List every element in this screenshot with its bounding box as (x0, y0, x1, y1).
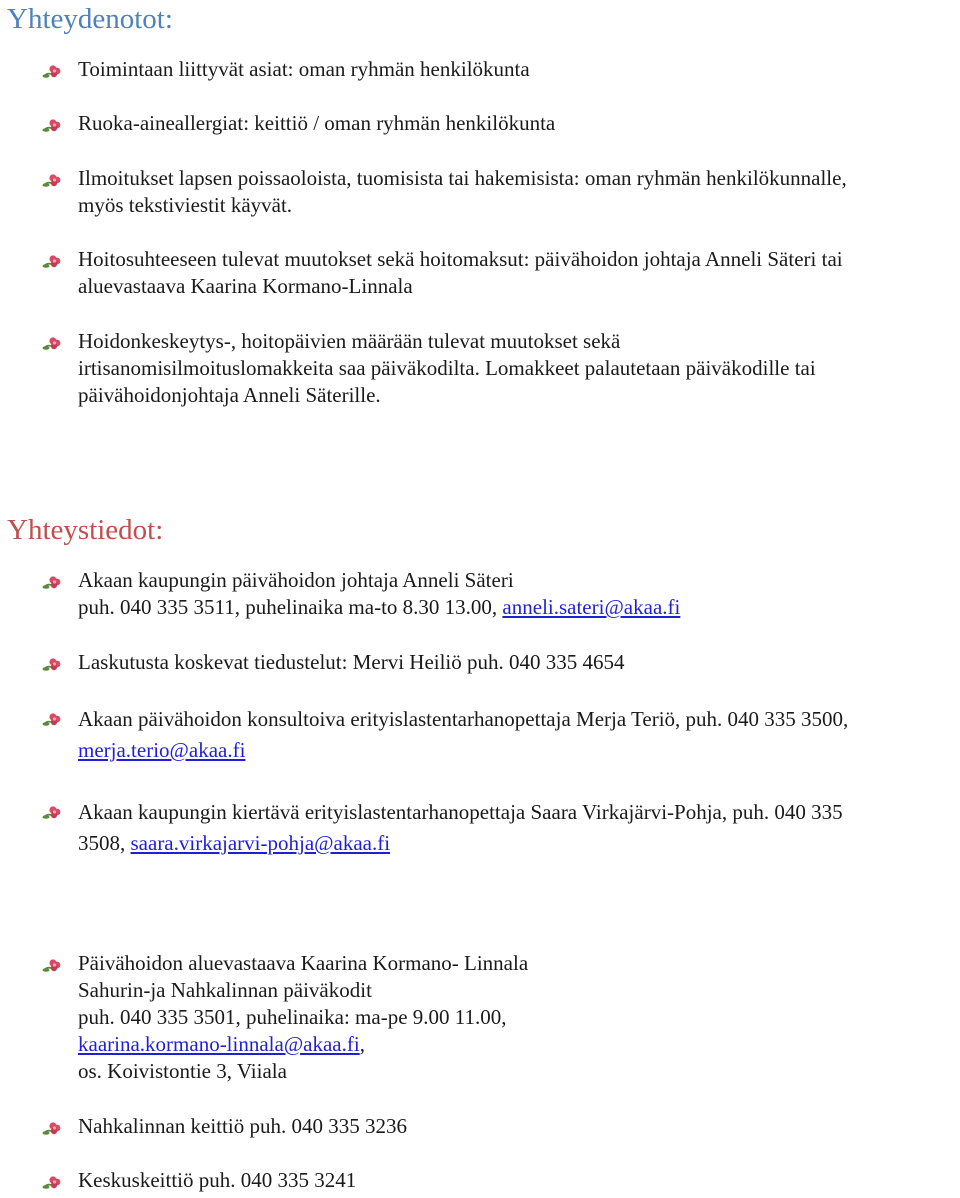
email-link[interactable]: kaarina.kormano-linnala@akaa.fi (78, 1032, 360, 1056)
contact-phone: puh. 040 335 3501, puhelinaika: ma-pe 9.00 11.00, (78, 1005, 507, 1029)
contact-phone: 3508, (78, 831, 126, 855)
flower-bullet-icon (41, 653, 63, 669)
contact-text: Päivähoidon aluevastaava Kaarina Kormano- Linnala (78, 951, 529, 975)
note-text: Ruoka-aineallergiat: keittiö / oman ryhmän henkilökunta (78, 111, 556, 135)
contact-text: Sahurin-ja Nahkalinnan päiväkodit (78, 978, 372, 1002)
email-link[interactable]: saara.virkajarvi-pohja@akaa.fi (130, 831, 391, 855)
flower-bullet-icon (41, 571, 63, 587)
note-text: Ilmoitukset lapsen poissaoloista, tuomisista tai hakemisista: oman ryhmän henkilökunnalle, (78, 166, 847, 190)
email-suffix: , (359, 1032, 365, 1056)
contact-text: Akaan kaupungin kiertävä erityislastentarhanopettaja Saara Virkajärvi-Pohja, puh. 040 335 (78, 800, 843, 824)
email-link[interactable]: anneli.sateri@akaa.fi (502, 595, 681, 619)
contact-text: Nahkalinnan keittiö puh. 040 335 3236 (78, 1114, 407, 1138)
note-text: aluevastaava Kaarina Kormano-Linnala (78, 274, 413, 298)
flower-bullet-icon (41, 1117, 63, 1133)
flower-bullet-icon (41, 169, 63, 185)
flower-bullet-icon (41, 954, 63, 970)
contact-text: Keskuskeittiö puh. 040 335 3241 (78, 1168, 357, 1192)
flower-bullet-icon (41, 250, 63, 266)
note-text: Toimintaan liittyvät asiat: oman ryhmän henkilökunta (78, 57, 530, 81)
note-text: päivähoidonjohtaja Anneli Säterille. (78, 383, 381, 407)
flower-bullet-icon (41, 708, 63, 724)
contact-address: os. Koivistontie 3, Viiala (78, 1059, 287, 1083)
flower-bullet-icon (41, 332, 63, 348)
flower-bullet-icon (41, 114, 63, 130)
flower-bullet-icon (41, 60, 63, 76)
contact-text: Akaan päivähoidon konsultoiva erityislastentarhanopettaja Merja Teriö, puh. 040 335 3500, (78, 707, 849, 731)
contact-text: Akaan kaupungin päivähoidon johtaja Anneli Säteri (78, 568, 514, 592)
contact-text: Laskutusta koskevat tiedustelut: Mervi Heiliö puh. 040 335 4654 (78, 650, 625, 674)
heading-contacts: Yhteystiedot: (7, 514, 164, 546)
note-text: Hoidonkeskeytys-, hoitopäivien määrään tulevat muutokset sekä (78, 329, 621, 353)
flower-bullet-icon (41, 801, 63, 817)
heading-notes: Yhteydenotot: (7, 3, 173, 35)
note-text: Hoitosuhteeseen tulevat muutokset sekä hoitomaksut: päivähoidon johtaja Anneli Säteri tai (78, 247, 843, 271)
flower-bullet-icon (41, 1171, 63, 1187)
note-text: myös tekstiviestit käyvät. (78, 193, 293, 217)
email-link[interactable]: merja.terio@akaa.fi (78, 738, 246, 762)
contact-phone: puh. 040 335 3511, puhelinaika ma-to 8.30 13.00, (78, 595, 498, 619)
note-text: irtisanomisilmoituslomakkeita saa päiväkodilta. Lomakkeet palautetaan päiväkodille tai (78, 356, 816, 380)
